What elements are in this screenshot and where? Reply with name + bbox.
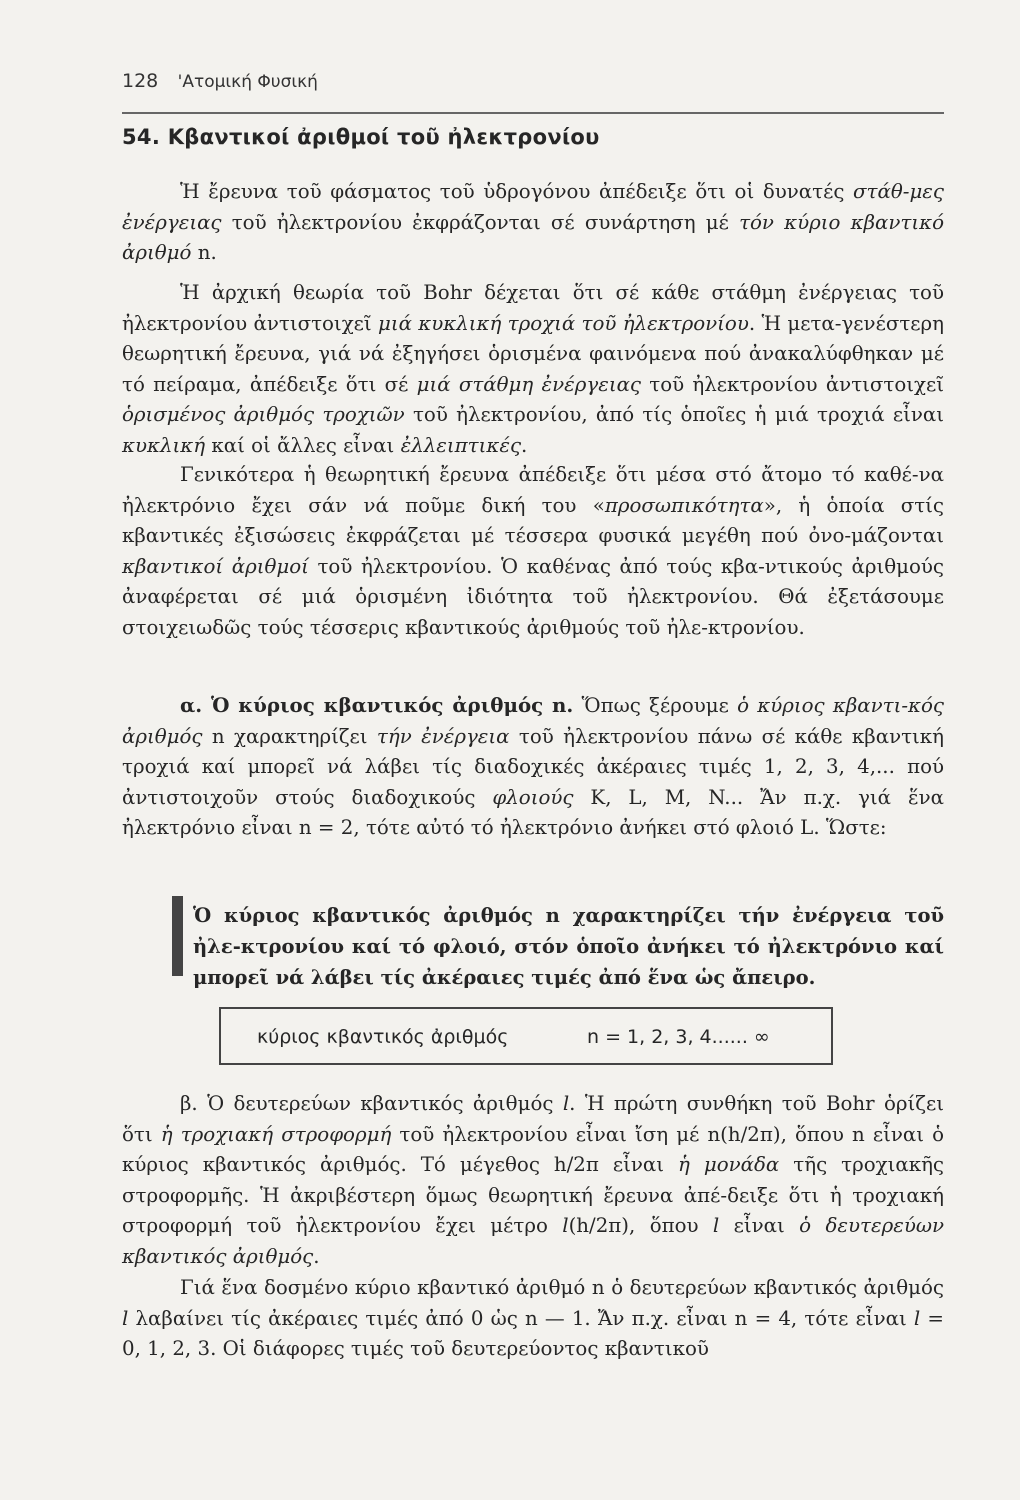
emphasis: φλοιούς [492, 785, 574, 809]
paragraph-values [122, 1273, 944, 1365]
emphasis: τήν ἐνέργεια [376, 724, 510, 748]
symbol-l: l [122, 1306, 129, 1330]
emphasis: ἐλλειπτικές [400, 433, 522, 457]
text: τοῦ ἠλεκτρονίου ἀντιστοιχεῖ [641, 372, 945, 396]
page-number: 128 [122, 70, 159, 92]
emphasis: ὁρισμένος ἀριθμός τροχιῶν [122, 403, 405, 426]
emphasis: κβαντικοί ἀριθμοί [122, 554, 309, 578]
text: K, L, M, N... Ἄν π.χ. γιά ἕνα ἠλεκτρόνιο εἶναι n = 2, τότε αὐτό τό ἠλεκτρόνιο ἀνήκει στό φλοιό L. Ὥστε: [122, 785, 944, 839]
symbol-l: l [913, 1306, 921, 1330]
formula-label: κύριος κβαντικός ἀριθμός [257, 1026, 509, 1048]
text: Γιά ἕνα δοσμένο κύριο κβαντικό ἀριθμό n ὁ δευτερεύων κβαντικός ἀριθμός [180, 1276, 944, 1299]
paragraph-principal [122, 690, 944, 844]
symbol-l: l [562, 1092, 570, 1115]
text: τοῦ ἠλεκτρονίου πάνω σέ κάθε κβαντική τροχιά καί μπορεῖ νά λάβει τίς διαδοχικές ἀκέραιες τιμές 1, 2, 3, 4,... πού ἀντιστοιχοῦν στούς διαδοχικούς [122, 724, 945, 809]
emphasis: κυκλική [122, 433, 206, 457]
text: λαβαίνει τίς ἀκέραιες τιμές ἀπό 0 ὡς n — 1. Ἄν π.χ. εἶναι n = 4, τότε εἶναι [128, 1306, 914, 1330]
text: τοῦ ἠλεκτρονίου. Ὁ καθένας ἀπό τούς κβα-ντικούς ἀριθμούς ἀναφέρεται σέ μιά ὁρισμένη ἰδιότητα τοῦ ἠλεκτρονίου. Θά ἐξετάσουμε στοιχειωδῶς τούς τέσσερις κβαντικούς ἀριθμούς τοῦ ἠλε-κτρονίου. [122, 554, 944, 639]
emphasis: ὁ δευτερεύων κβαντικός ἀριθμός [122, 1214, 944, 1268]
paragraph-general [122, 460, 944, 643]
header-rule [122, 112, 944, 114]
emphasis: στάθ-μες ἐνέργειας [122, 180, 944, 234]
paragraph-azimuthal [122, 1089, 944, 1272]
emphasis: μιά κυκλική τροχιά τοῦ ἠλεκτρονίου [377, 311, 749, 335]
subsection-heading: β. Ὁ δευτερεύων κβαντικός ἀριθμός [180, 1092, 563, 1115]
text: καί οἱ ἄλλες εἶναι [205, 433, 401, 457]
text: n χαρακτηρίζει [202, 724, 377, 748]
text: τῆς τροχιακῆς στροφορμῆς. Ἡ ἀκριβέστερη ὅμως θεωρητική ἔρευνα ἀπέ-δειξε ὅτι ἡ τροχιακή στροφορμή τοῦ ἠλεκτρονίου ἔχει μέτρο [122, 1153, 945, 1237]
text: Γενικότερα ἡ θεωρητική ἔρευνα ἀπέδειξε ὅτι μέσα στό ἄτομο τό καθέ-να ἠλεκτρόνιο ἔχει σάν νά ποῦμε δική του « [122, 463, 944, 517]
text: Ἡ ἀρχική θεωρία τοῦ Bohr δέχεται ὅτι σέ κάθε στάθμη ἐνέργειας τοῦ ἠλεκτρονίου ἀντιστοιχεῖ [122, 281, 944, 335]
emphasis: ἡ τροχιακή στροφορμή [160, 1122, 392, 1146]
text: . Ἡ μετα-γενέστερη θεωρητική ἔρευνα, γιά νά ἐξηγήσει ὁρισμένα φαινόμενα πού ἀνακαλύφθηκαν μέ τό πείραμα, ἀπέδειξε ὅτι σέ [122, 311, 944, 396]
text: Ὅπως ξέρουμε [573, 694, 738, 717]
text: (h/2π), ὅπου [568, 1214, 713, 1237]
emphasis: προσωπικότητα [604, 493, 764, 517]
text: εἶναι [719, 1214, 800, 1237]
section-title: 54. Κβαντικοί ἀριθμοί τοῦ ἠλεκτρονίου [122, 125, 600, 149]
text: . [313, 1244, 320, 1268]
running-header [122, 70, 318, 92]
text: Ἡ ἔρευνα τοῦ φάσματος τοῦ ὑδρογόνου ἀπέδειξε ὅτι οἱ δυνατές [180, 180, 854, 203]
rule-statement: Ὁ κύριος κβαντικός ἀριθμός n χαρακτηρίζει τήν ἐνέργεια τοῦ ἠλε-κτρονίου καί τό φλοιό, στόν ὁποῖο ἀνήκει τό ἠλεκτρόνιο καί μπορεῖ νά λάβει τίς ἀκέραιες τιμές ἀπό ἕνα ὡς ἄπειρο. [193, 904, 944, 989]
running-title: 'Ατομική Φυσική [177, 72, 318, 92]
text: . Ἡ πρώτη συνθήκη τοῦ Bohr ὁρίζει ὅτι [122, 1092, 945, 1146]
emphasis: μιά στάθμη ἐνέργειας [416, 372, 642, 396]
emphasis: τόν κύριο κβαντικό ἀριθμό [122, 210, 944, 264]
subsection-heading: α. Ὁ κύριος κβαντικός ἀριθμός n. [180, 693, 574, 717]
text: τοῦ ἠλεκτρονίου εἶναι ἴση μέ n(h/2π), ὅπου n εἶναι ὁ κύριος κβαντικός ἀριθμός. Τό μέγεθος h/2π εἶναι [122, 1122, 944, 1176]
emphasis: ὁ κύριος κβαντι-κός ἀριθμός [122, 694, 944, 748]
text: . [521, 433, 528, 457]
text: n. [191, 241, 217, 264]
text: τοῦ ἠλεκτρονίου ἐκφράζονται σέ συνάρτηση μέ [221, 210, 740, 234]
symbol-l: l [712, 1214, 720, 1237]
paragraph-bohr [122, 278, 944, 461]
emphasis: ἡ μονάδα [678, 1153, 780, 1176]
formula-box [219, 1007, 833, 1065]
text: τοῦ ἠλεκτρονίου, ἀπό τίς ὁποῖες ἡ μιά τροχιά εἶναι [404, 403, 945, 426]
symbol-l: l [562, 1214, 569, 1237]
formula-value: n = 1, 2, 3, 4...... ∞ [587, 1026, 770, 1048]
text: », ἡ ὁποία στίς κβαντικές ἐξισώσεις ἐκφράζεται μέ τέσσερα φυσικά μεγέθη πού ὀνο-μάζονται [122, 493, 944, 547]
paragraph-intro [122, 177, 944, 269]
text: = 0, 1, 2, 3. Οἱ διάφορες τιμές τοῦ δευτερεύοντος κβαντικοῦ [122, 1306, 944, 1360]
